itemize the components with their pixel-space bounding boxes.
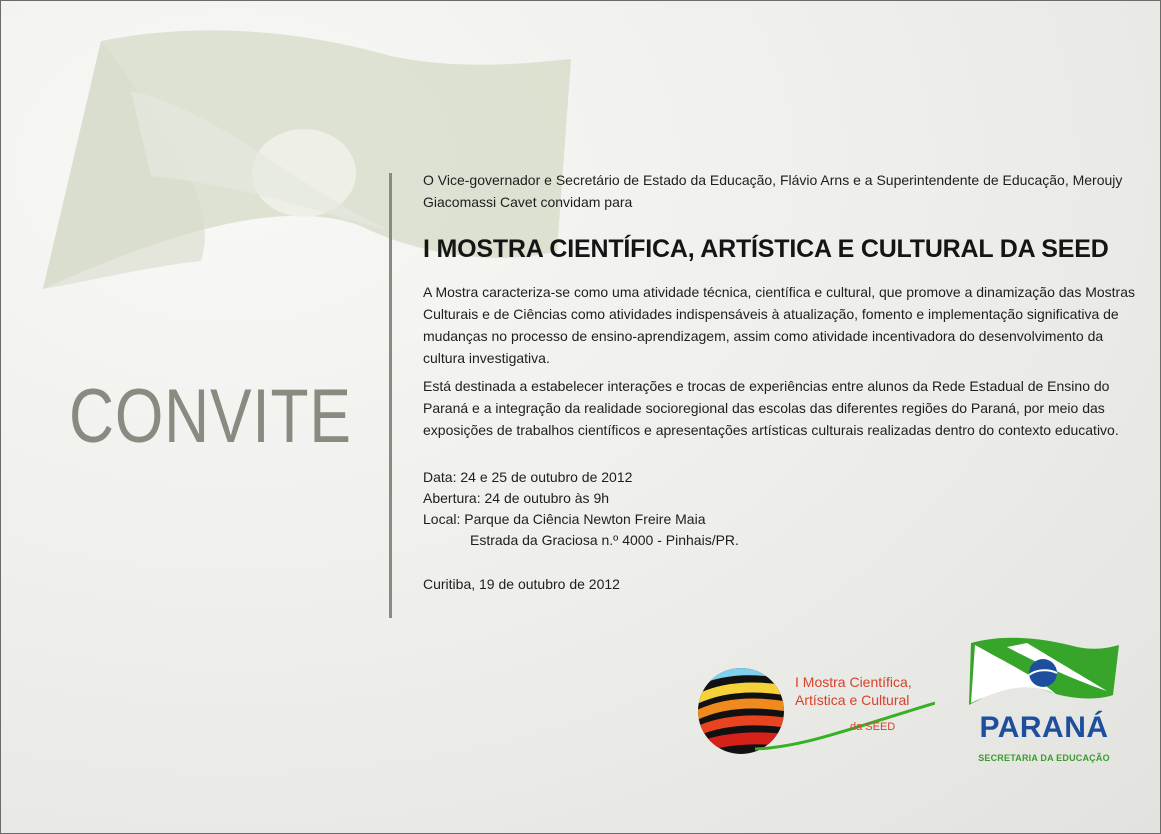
divider-line — [389, 173, 392, 618]
event-opening: Abertura: 24 de outubro às 9h — [423, 490, 610, 506]
event-address: Estrada da Graciosa n.º 4000 - Pinhais/PR. — [470, 532, 739, 548]
intro-text: O Vice-governador e Secretário de Estado da Educação, Flávio Arns e a Superintendente de Educação, Meroujy Giacomassi Cavet convidam para — [423, 172, 1123, 210]
event-title: I MOSTRA CIENTÍFICA, ARTÍSTICA E CULTURAL DA SEED — [423, 235, 1109, 263]
mostra-logo-line-2: Artística e Cultural — [795, 692, 910, 708]
description-paragraph-1: A Mostra caracteriza-se como uma atividade técnica, científica e cultural, que promove a dinamização das Mostras Culturais e de Ciências como atividades indispensáveis à atualização, fomento e implementação significativa de mudanças no processo de ensino-aprendizagem, assim como atividade incentivadora do desenvolvimento da cultura investigativa. — [423, 284, 1135, 366]
parana-logo-subtitle: SECRETARIA DA EDUCAÇÃO — [978, 753, 1110, 763]
page-heading: CONVITE — [69, 374, 352, 459]
parana-logo-name: PARANÁ — [979, 711, 1109, 744]
event-details — [423, 467, 1148, 551]
mostra-logo-text — [795, 673, 912, 709]
description-paragraph-2: Está destinada a estabelecer interações e trocas de experiências entre alunos da Rede Estadual de Ensino do Paraná e a integração da realidade socioregional das escolas das diferentes regiões do Paraná, por meio das exposições de trabalhos científicos e apresentações artísticas culturais realizadas dentro do contexto educativo. — [423, 378, 1119, 438]
parana-flag-icon — [967, 633, 1121, 715]
signoff-date: Curitiba, 19 de outubro de 2012 — [423, 576, 620, 592]
mostra-logo-line-1: I Mostra Científica, — [795, 674, 912, 690]
event-location: Local: Parque da Ciência Newton Freire Maia — [423, 511, 706, 527]
mostra-logo-subtitle: da SEED — [850, 721, 896, 733]
invitation-text — [423, 169, 1148, 595]
event-date: Data: 24 e 25 de outubro de 2012 — [423, 469, 633, 485]
